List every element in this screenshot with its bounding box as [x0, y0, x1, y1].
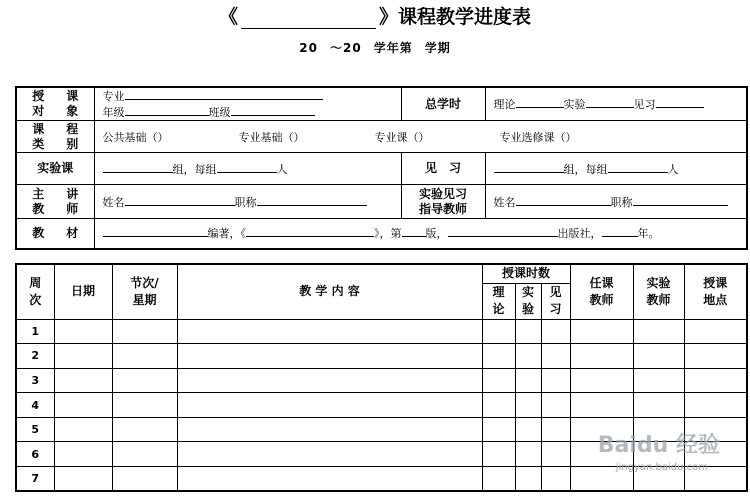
textbook-label: 教 材 — [16, 219, 94, 249]
col-teacher: 任课教师 — [570, 264, 633, 319]
course-info-table — [15, 86, 748, 250]
object-label: 授 课 对 象 — [16, 87, 94, 121]
schedule-cell[interactable] — [177, 319, 482, 344]
schedule-cell[interactable] — [54, 442, 112, 467]
object-fields[interactable]: 专业 年级 班级 — [94, 87, 401, 121]
week-number: 7 — [16, 467, 54, 492]
total-hours-fields[interactable]: 理论 实验 见习 — [485, 87, 747, 121]
col-session: 节次/星期 — [112, 264, 177, 319]
textbook-fields[interactable]: 编著，《 》，第 版， 出版社， 年。 — [94, 219, 747, 249]
guide-teacher-label: 实验见习 指导教师 — [401, 185, 485, 219]
schedule-cell[interactable] — [177, 368, 482, 393]
schedule-cell[interactable] — [515, 368, 541, 393]
schedule-cell[interactable] — [482, 417, 515, 442]
category-label: 课 程 类 别 — [16, 121, 94, 153]
table-row — [16, 344, 747, 369]
table-row — [16, 368, 747, 393]
schedule-cell[interactable] — [54, 467, 112, 492]
schedule-cell[interactable] — [515, 442, 541, 467]
lecturer-fields[interactable]: 姓名 职称 — [94, 185, 401, 219]
week-number: 3 — [16, 368, 54, 393]
col-exp: 实验 — [515, 283, 541, 319]
schedule-cell[interactable] — [54, 368, 112, 393]
col-hours: 授课时数 — [482, 264, 570, 283]
schedule-cell[interactable] — [482, 467, 515, 492]
schedule-cell[interactable] — [112, 393, 177, 418]
schedule-cell[interactable] — [570, 344, 633, 369]
lab-course-label: 实验课 — [16, 153, 94, 185]
term-line: 20 ～20 学年第 学期 — [299, 41, 451, 55]
schedule-cell[interactable] — [112, 442, 177, 467]
week-number: 2 — [16, 344, 54, 369]
week-number: 1 — [16, 319, 54, 344]
schedule-cell[interactable] — [570, 393, 633, 418]
schedule-cell[interactable] — [633, 368, 684, 393]
schedule-cell[interactable] — [177, 393, 482, 418]
schedule-cell[interactable] — [112, 319, 177, 344]
guide-teacher-fields[interactable]: 姓名 职称 — [485, 185, 747, 219]
schedule-cell[interactable] — [482, 442, 515, 467]
col-practice: 见习 — [541, 283, 570, 319]
schedule-cell[interactable] — [112, 344, 177, 369]
watermark-logo: Baidu 经验 — [597, 433, 720, 458]
schedule-cell[interactable] — [633, 344, 684, 369]
practice-label: 见 习 — [401, 153, 485, 185]
schedule-cell[interactable] — [541, 319, 570, 344]
schedule-cell[interactable] — [54, 393, 112, 418]
schedule-cell[interactable] — [482, 368, 515, 393]
col-week: 周次 — [16, 264, 54, 319]
col-location: 授课地点 — [684, 264, 747, 319]
schedule-cell[interactable] — [541, 417, 570, 442]
table-row — [16, 319, 747, 344]
schedule-cell[interactable] — [541, 344, 570, 369]
schedule-cell[interactable] — [515, 344, 541, 369]
schedule-cell[interactable] — [482, 344, 515, 369]
category-options[interactable]: 公共基础（） 专业基础（） 专业课（） 专业选修课（） — [94, 121, 747, 153]
schedule-cell[interactable] — [482, 393, 515, 418]
schedule-cell[interactable] — [112, 368, 177, 393]
schedule-cell[interactable] — [684, 344, 747, 369]
schedule-cell[interactable] — [684, 393, 747, 418]
lecturer-label: 主 讲 教 师 — [16, 185, 94, 219]
week-number: 5 — [16, 417, 54, 442]
schedule-cell[interactable] — [177, 344, 482, 369]
total-hours-label: 总学时 — [401, 87, 485, 121]
schedule-cell[interactable] — [684, 368, 747, 393]
schedule-cell[interactable] — [515, 393, 541, 418]
schedule-cell[interactable] — [684, 319, 747, 344]
schedule-cell[interactable] — [541, 393, 570, 418]
week-number: 6 — [16, 442, 54, 467]
schedule-cell[interactable] — [633, 319, 684, 344]
col-date: 日期 — [54, 264, 112, 319]
practice-fields[interactable]: 组，每组 人 — [485, 153, 747, 185]
week-number: 4 — [16, 393, 54, 418]
schedule-cell[interactable] — [515, 319, 541, 344]
schedule-cell[interactable] — [54, 344, 112, 369]
schedule-cell[interactable] — [177, 467, 482, 492]
lab-course-fields[interactable]: 组，每组 人 — [94, 153, 401, 185]
schedule-cell[interactable] — [515, 417, 541, 442]
page-title: 《 》课程教学进度表 — [218, 6, 532, 28]
schedule-cell[interactable] — [482, 319, 515, 344]
schedule-cell[interactable] — [112, 467, 177, 492]
schedule-cell[interactable] — [54, 319, 112, 344]
schedule-cell[interactable] — [177, 442, 482, 467]
schedule-cell[interactable] — [54, 417, 112, 442]
schedule-cell[interactable] — [515, 467, 541, 492]
col-lab-teacher: 实验教师 — [633, 264, 684, 319]
table-row — [16, 393, 747, 418]
col-content: 教 学 内 容 — [177, 264, 482, 319]
schedule-cell[interactable] — [541, 467, 570, 492]
schedule-cell[interactable] — [112, 417, 177, 442]
schedule-cell[interactable] — [570, 368, 633, 393]
schedule-cell[interactable] — [541, 368, 570, 393]
schedule-cell[interactable] — [570, 319, 633, 344]
col-theory: 理论 — [482, 283, 515, 319]
schedule-cell[interactable] — [633, 393, 684, 418]
watermark-url: jingyan.baidu.com — [615, 462, 708, 473]
schedule-cell[interactable] — [541, 442, 570, 467]
schedule-cell[interactable] — [177, 417, 482, 442]
course-name-blank — [241, 10, 376, 29]
